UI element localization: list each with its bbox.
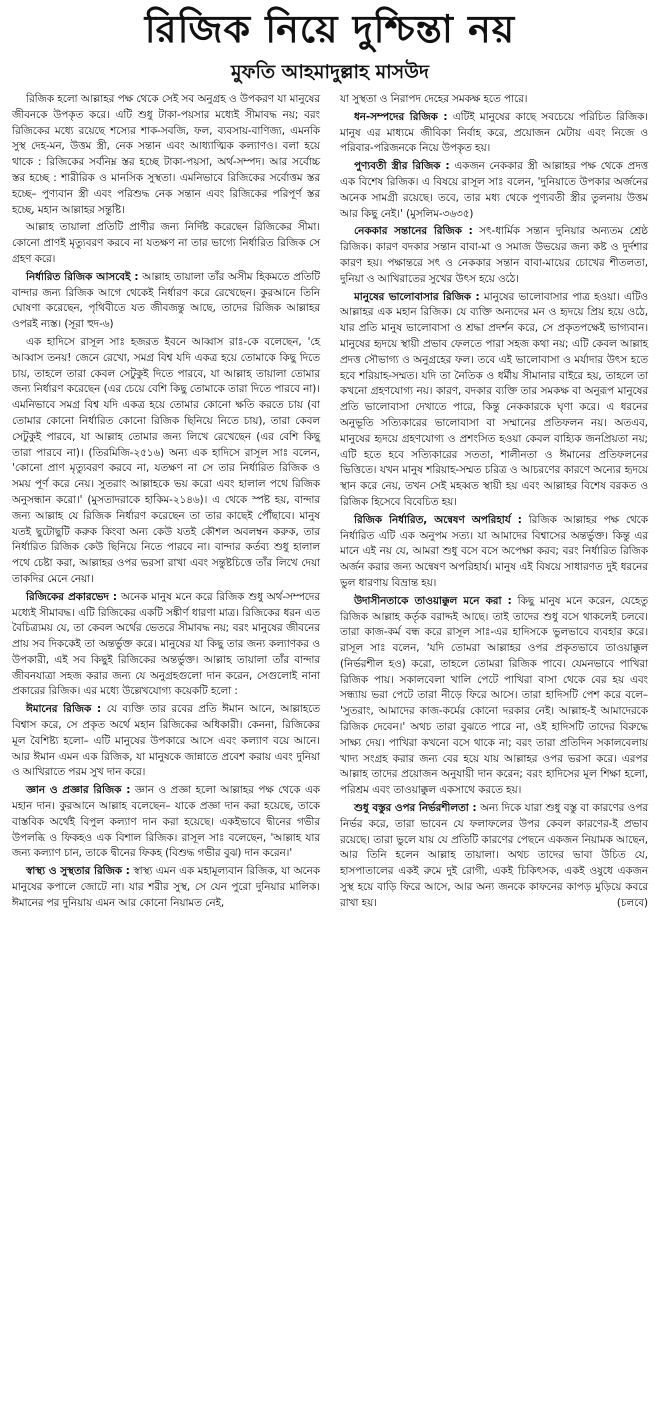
paragraph [340,224,648,287]
left-column [12,92,320,914]
paragraph [340,159,648,222]
subheading: শুধু বস্তুর ওপর নির্ভরশীলতা : [354,802,477,815]
subheading: নেককার সন্তানের রিজিক : [354,225,473,238]
paragraph [12,702,320,781]
paragraph-text: রিজিক আল্লাহর পক্ষ থেকে নির্ধারিত এটি এক অনুপম সত্য। যা আমাদের বিশ্বাসের অন্তর্ভুক্ত। কিন্তু এর মানে এই নয় যে, আমরা শুধু বসে বসে অপেক্ষা করব; বরং নির্ধারিত রিজিক অর্জন করার জন্য অন্বেষণ অপরিহার্য। মানুষ এই বিষয়ে সাধারণত দুই ধরনের ভুল ধারণায় বিভ্রান্ত হয়। [340,513,648,589]
paragraph [340,110,648,157]
paragraph-text: জ্ঞান ও প্রজ্ঞা হলো আল্লাহর পক্ষ থেকে এক মহান দান। কুরআনে আল্লাহ বলেছেন– যাকে প্রজ্ঞা দান করা হয়েছে, তাকে বাস্তবিক অর্থেই বিপুল কল্যাণ দান করা হয়েছে। একইভাবে দ্বীনের গভীর উপলব্ধি ও ফিকহও এক বিশাল রিজিক। রাসূল সাঃ বলেছেন, 'আল্লাহ যার জন্য কল্যাণ চান, তাকে দ্বীনের ফিকহ (বিশুদ্ধ গভীর বুঝ) দান করেন।' [12,784,320,860]
paragraph [12,590,320,701]
subheading: ধন-সম্পদের রিজিক : [354,110,448,123]
paragraph-text: অনেক মানুষ মনে করে রিজিক শুধু অর্থ-সম্পদের মধ্যেই সীমাবদ্ধ। এটি রিজিকের একটি সঙ্কীর্ণ ধারণা মাত্র। রিজিকের ধরন এত বৈচিত্র্যময় যে, তা কেবল অর্থের ভেতরে সীমাবদ্ধ নয়; বরং মানুষের জীবনের প্রায় সব দিককেই তা অন্তর্ভুক্ত করে। মানুষের যা কিছু তার জন্য কল্যাণকর ও উপকারী, এই সব কিছুই রিজিকের অন্তর্ভুক্ত। আল্লাহ তায়ালা তাঁর বান্দার জীবনযাত্রা সহজ করার জন্য যে অনুগ্রহগুলো দান করেন, সেগুলোই নানা প্রকারের রিজিক। এর মধ্যে উল্লেখযোগ্য কয়েকটি হলো : [12,590,321,698]
paragraph [340,513,648,592]
paragraph [12,864,320,911]
subheading: ঈমানের রিজিক : [26,703,102,716]
subheading: স্বাস্থ্য ও সুস্থতার রিজিক : [26,865,130,878]
subheading: পুণ্যবতী স্ত্রীর রিজিক : [354,160,450,173]
paragraph [340,594,648,799]
paragraph-text: মানুষের ভালোবাসার পাত্র হওয়া। এটিও আল্লাহর এক মহান রিজিক। যে ব্যক্তি অন্যদের মন ও হৃদয়ে প্রিয় হয়ে ওঠে, যার প্রতি মানুষ ভালোবাসা ও শ্রদ্ধা প্রদর্শন করে, সে প্রকৃতপক্ষেই ভাগ্যবান। মানুষের হৃদয়ে স্থায়ী প্রভাব ফেলতে পারা সহজ কথা নয়; এটি কেবল আল্লাহ প্রদত্ত সৌভাগ্য ও অনুগ্রহের ফল। তবে এই ভালোবাসা ও মর্যাদার উৎস হতে হবে শরিয়াহ-সম্মত। যদি তা নৈতিক ও ধর্মীয় সীমানার বাইরে হয়, তাহলে তা কখনো গ্রহণযোগ্য নয়। কারণ, বদকার ব্যক্তি তার সমকক্ষ বা অনুরূপ মানুষের প্রতি ভালোবাসা দেখাতে পারে, কিন্তু নেককারকে ঘৃণা করে। এ ধরনের অনুভূতি সত্যিকারের ভালোবাসা বা সম্মানের প্রতিফলন নয়। অতএব, মানুষের হৃদয়ে গ্রহণযোগ্য ও প্রশংসিত হওয়া কেবল বাহ্যিক জনপ্রিয়তা নয়; এটি হতে হবে সত্যিকারের সততা, শালীনতা ও ঈমানের প্রতিফলনের ভিত্তিতে। যখন মানুষ শরিয়াহ-সম্মত চরিত্র ও আচরণের কারণে অন্যের হৃদয়ে স্থান করে নেয়, তখন সেই মহব্বত স্থায়ী হয় এবং আল্লাহর বিশেষ বরকত ও রিজিক হিসেবে বিবেচিত হয়। [340,290,649,508]
paragraph-text: রিজিক হলো আল্লাহর পক্ষ থেকে সেই সব অনুগ্রহ ও উপকরণ যা মানুষের জীবনকে উপকৃত করে। এটি শুধু টাকা-পয়সার মধ্যেই সীমাবদ্ধ নয়; বরং রিজিকের মধ্যে রয়েছে শস্যের শাক-সবজি, ফল, ব্যবসায়-বাণিজ্য, এমনকি সুস্থ দেহ-মন, উত্তম স্ত্রী, নেক সন্তান এবং আধ্যাত্মিক কল্যাণও। বলা হয়ে থাকে : রিজিকের সর্বনিম্ন স্তর হচ্ছে টাকা-পয়সা, অর্থ-সম্পদ। আর সর্বোচ্চ স্তর হচ্ছে : শারীরিক ও মানসিক সুস্থতা। এমনিভাবে রিজিকের সর্বোত্তম স্তর হচ্ছে– পুণ্যবান স্ত্রী এবং পরিশুদ্ধ নেক সন্তান এবং রিজিকের পরিপূর্ণ স্তর হচ্ছে, মহান আল্লাহর সন্তুষ্টি। [12,93,320,216]
paragraph [12,270,320,333]
paragraph [12,335,320,588]
paragraph-text: আল্লাহ তায়ালা প্রতিটি প্রাণীর জন্য নির্দিষ্ট করেছেন রিজিকের সীমা। কোনো প্রাণই মৃত্যুবরণ করবে না যতক্ষণ না তার ভাগ্যে নির্ধারিত রিজিক সে গ্রহণ করে। [12,221,320,265]
paragraph [12,220,320,267]
paragraph [12,92,320,218]
author-byline: মুফতি আহমাদুল্লাহ মাসউদ [231,61,429,83]
paragraph-text: সৎ-ধার্মিক সন্তান দুনিয়ার অন্যতম শ্রেষ্ঠ রিজিক। কারণ বদকার সন্তান বাবা-মা ও সমাজ উভয়ের জন্য কষ্ট ও দুর্দশার কারণ হয়। পক্ষান্তরে সৎ ও নেককার সন্তান বাবা-মায়ের চোখের শীতলতা, দুনিয়া ও আখিরাতের সুখের উৎস হয়ে ওঠে। [340,225,648,285]
subheading: জ্ঞান ও প্রজ্ঞার রিজিক : [26,784,131,797]
right-column [340,92,648,914]
paragraph-text: যে ব্যক্তি তার রবের প্রতি ঈমান আনে, আল্লাহতে বিশ্বাস করে, সে প্রকৃত অর্থে মহান রিজিকের অধিকারী। কেননা, রিজিকের মূল বৈশিষ্ট্য হলো– এটি মানুষের উপকারে আসে এবং কল্যাণ বয়ে আনে। আর ঈমান এমন এক রিজিক, যা মানুষকে জান্নাতে প্রবেশ করায় এবং দুনিয়া ও আখিরাতে পরম সুখ দান করে। [12,703,320,779]
paragraph [12,783,320,862]
article-title: রিজিক নিয়ে দুশ্চিন্তা নয় [144,7,516,51]
paragraph-text: কিছু মানুষ মনে করেন, যেহেতু রিজিক আল্লাহ কর্তৃক বরাদ্দই আছে। তাই তাদের শুধু বসে থাকলেই চলবে। তারা কাজ-কর্ম বন্ধ করে রাসূল সাঃ-এর হাদিসকে ভুলভাবে ব্যবহার করে। রাসূল সাঃ বলেন, 'যদি তোমরা আল্লাহর ওপর প্রকৃতভাবে তাওয়াক্কুল (নির্ভরশীল হও) করো, তাহলে তোমরা রিজিক পাবে। যেমনভাবে পাখিরা রিজিক পায়। সকালবেলা খালি পেটে পাখিরা বাসা থেকে বের হয় এবং সন্ধ্যায় ভরা পেটে তারা নীড়ে ফিরে আসে। তারা হাদিসটি পেশ করে বলে– 'সুতরাং, আমাদের কাজ-কর্মের কোনো দরকার নেই। আল্লাহ-ই আমাদেরকে রিজিক দেবেন।' অথচ তারা বুঝতে পারে না, ওই হাদিসটি তাদের বিরুদ্ধে সাক্ষ্য দেয়। পাখিরা কখনো বসে থাকে না; বরং তারা প্রতিদিন সকালবেলায় খাদ্য সংগ্রহ করার জন্য বের হয়ে যায় আল্লাহর ওপর ভরসা করে। এরপর আল্লাহ তাদের প্রয়োজন অনুযায়ী দান করেন; বরং হাদিসের মূল শিক্ষা হলো, পরিশ্রম এবং তাওয়াক্কুল একসাথে করতে হয়। [340,594,648,797]
paragraph [340,290,648,511]
paragraph-text: যা সুস্থতা ও নিরাপদ দেহের সমকক্ষ হতে পারে। [340,93,528,105]
subheading: উদাসীনতাকে তাওয়াক্কুল মনে করা : [354,594,512,607]
subheading: রিজিক নির্ধারিত, অন্বেষণ অপরিহার্য : [354,513,522,526]
paragraph [340,92,648,108]
paragraph-text: এটিই মানুষের কাছে সবচেয়ে পরিচিত রিজিক। মানুষ এর মাধ্যমে জীবিকা নির্বাহ করে, প্রয়োজন মেটায় এবং নিজে ও পরিবার-পরিজনকে নিয়ে উপকৃত হয়। [340,110,648,155]
paragraph-text: স্বাস্থ্য এমন এক মহামূল্যবান রিজিক, যা অনেক মানুষের কপালে জোটে না। যার শরীর সুস্থ, সে যেন পুরো দুনিয়ার মালিক। ঈমানের পর দুনিয়ায় এমন আর কোনো নিয়ামত নেই, [12,865,320,909]
paragraph-text: একজন নেককার স্ত্রী আল্লাহর পক্ষ থেকে প্রদত্ত এক বিশেষ রিজিক। এ বিষয়ে রাসূল সাঃ বলেন, 'দুনিয়াতে উপকার অর্জনের অনেক সামগ্রী রয়েছে। তবে, তার মধ্য থেকে পুণ্যবতী স্ত্রীর তুলনায় উত্তম আর কিছু নেই।' (মুসলিম-৩৬৩৫) [340,160,648,220]
paragraph-text: আল্লাহ তায়ালা তাঁর অসীম হিকমতে প্রতিটি বান্দার জন্য রিজিক আগে থেকেই নির্ধারণ করে রেখেছেন। কুরআনে তিনি ঘোষণা করেছেন, পৃথিবীতে যত জীবজন্তু আছে, তাদের রিজিক আল্লাহর ওপরই ন্যস্ত। (সূরা হুদ-৬) [12,270,320,331]
continued-marker: (চলবে) [616,896,648,909]
subheading: নির্ধারিত রিজিক আসবেই : [26,270,139,283]
paragraph-text: এক হাদিসে রাসূল সাঃ হজরত ইবনে আব্বাস রাঃ-কে বলেছেন, 'হে আব্বাস তনয়! জেনে রেখো, সমগ্র বিশ্ব যদি একত্র হয়ে তোমাকে কিছু দিতে চায়, তাহলে তারা কেবল সেটুকুই দিতে পারবে, যা আল্লাহ তায়ালা তোমার জন্য নির্ধারণ করেছেন (এর চেয়ে বেশি কিছু তোমাকে তারা দিতে পারবে না)। এমনিভাবে সমগ্র বিশ্ব যদি একত্র হয়ে তোমার কোনো ক্ষতি করতে চায় (বা তোমার কোনো নির্ধারিত কোনো রিজিক ছিনিয়ে নিতে চায়), তারা কেবল সেটুকুই পারবে, যা আল্লাহ তোমার জন্য লিখে রেখেছেন (এর বেশি কিছু তারা পারবে না)। (তিরমিজি-২৫১৬) অন্য এক হাদিসে রাসূল সাঃ বলেন, 'কোনো প্রাণ মৃত্যুবরণ করবে না, যতক্ষণ না সে তার নির্ধারিত রিজিক ও সময় পূর্ণ করে নেয়। সুতরাং আল্লাহকে ভয় করো এবং হালাল পথে রিজিক অনুসন্ধান করো।' (মুসতাদরাকে হাকিম-২১৪৬)। এ থেকে স্পষ্ট হয়, বান্দার জন্য আল্লাহ যে রিজিক নির্ধারণ করেছেন তা তার কাছেই পৌঁছাবে। মানুষ যতই ছুটোছুটি করুক কিংবা অন্য কেউ যতই কৌশল অবলম্বন করুক, তার নির্ধারিত রিজিক কেউ ছিনিয়ে নিতে পারবে না। বান্দার কর্তব্য শুধু হালাল পথে চেষ্টা করা, আল্লাহর ওপর ভরসা রাখা এবং সন্তুষ্টচিত্তে তাঁর লিখে দেয়া তাকদির মেনে নেয়া। [12,335,320,585]
paragraph-text: অন্য দিকে যারা শুধু বস্তু বা কারণের ওপর নির্ভর করে, তারা ভাবেন যে ফলাফলের উপর কেবল কারণের-ই প্রভাব রয়েছে। তারা ভুলে যায় যে প্রতিটি কারণের পেছনে একজন নিয়ামক আছেন, আর তিনি হলেন আল্লাহ তায়ালা। অথচ তাদের ভাবা উচিত যে, হাসপাতালের একই রুমে দুই রোগী, একই চিকিৎসক, একই ওষুধে একজন সুস্থ হয়ে বাড়ি ফিরে আসে, আর অন্য জনকে কাফনের কাপড় মুড়িয়ে কবরে রাখা হয়। [340,802,649,909]
subheading: মানুষের ভালোবাসার রিজিক : [354,290,480,303]
paragraph [340,801,648,912]
subheading: রিজিকের প্রকারভেদ : [26,590,118,603]
article-body [12,92,648,914]
